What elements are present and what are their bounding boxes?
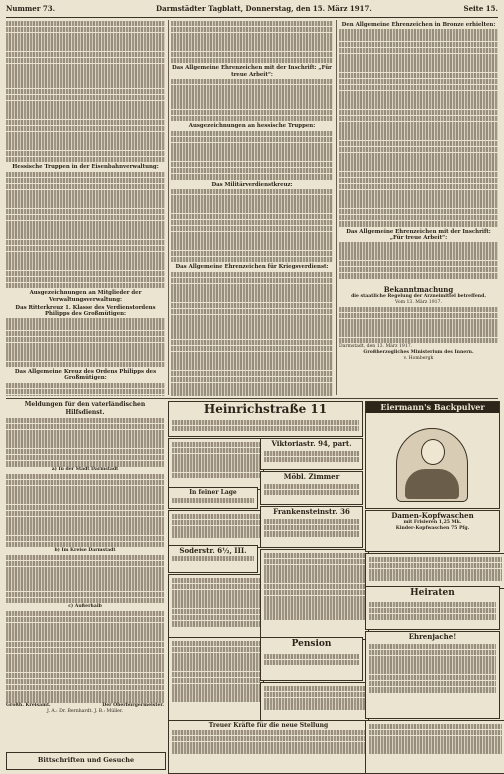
face-icon xyxy=(421,439,445,465)
ad-title: Möbl. Zimmer xyxy=(283,472,340,481)
section-heading: Das Ritterkreuz 1. Klasse des Verdienstordens Philipps des Großmütigen: xyxy=(15,304,156,318)
ad-title: Soderstr. 6½, III. xyxy=(179,546,247,555)
section-rule xyxy=(6,398,498,399)
ad-frankensteinstrasse xyxy=(260,506,363,548)
signature-right: Der Oberbürgermeister. xyxy=(102,703,164,709)
ad-small xyxy=(168,574,264,640)
section-heading: Ausgezeichnungen an Mitglieder der Verwaltungsverwaltung: xyxy=(29,290,142,303)
petitions-ad-text: Bittschriften und Gesuche xyxy=(37,756,135,764)
section-heading: Das Militärverdienstkreuz: xyxy=(211,181,293,188)
petitions-ad xyxy=(6,752,166,770)
woman-illustration xyxy=(396,428,468,502)
ad-wide-title: Treuer Kräfte für die neue Stellung xyxy=(208,722,329,729)
notice-place-date: Darmstadt, den 13. März 1917. xyxy=(339,343,413,349)
column-2 xyxy=(171,20,333,396)
ad-title: Viktoriastr. 94, part. xyxy=(271,439,352,448)
ehrensache-title: Ehrenjache! xyxy=(408,632,457,641)
notice-date: Vom 13. März 1917. xyxy=(395,300,442,305)
ad-heiraten xyxy=(365,586,500,630)
section-heading: Das Allgemeine Kreuz des Ordens Philipps des Großmütigen: xyxy=(14,369,157,382)
notice-office: Großherzogliches Ministerium des Innern. xyxy=(363,349,474,355)
notice-title: Bekanntmachung xyxy=(383,285,454,294)
section-heading: Das Allgemeine Ehrenzeichen mit der Inschrift: „Für treue Arbeit“: xyxy=(346,228,491,241)
ad-small xyxy=(168,438,264,490)
signature-left: Großh. Kreisamt. xyxy=(6,703,51,709)
hilfsdienst-notice xyxy=(6,401,164,749)
page-header xyxy=(6,4,498,16)
notice-subtitle: die staatliche Regelung der Arzneimittel betreffend. xyxy=(351,294,486,299)
heiraten-title: Heiraten xyxy=(410,588,455,598)
subheading: b) Im Kreise Darmstadt xyxy=(54,547,116,553)
ad-heinrichstrasse xyxy=(168,401,363,437)
ad-feine-lage xyxy=(168,487,258,509)
ad-soderstrasse xyxy=(168,545,258,573)
paper-title: Darmstädter Tagblatt, Donnerstag, den 15. März 1917. xyxy=(156,4,372,13)
column-1 xyxy=(6,20,165,396)
kopfwaschen-title: Damen-Kopfwaschen xyxy=(391,511,474,520)
page-number: Seite 15. xyxy=(463,4,498,13)
section-heading: Hessische Truppen in der Eisenbahnverwaltung: xyxy=(12,164,159,171)
ad-ehrensache xyxy=(365,631,500,719)
ad-small xyxy=(260,682,369,723)
ad-small xyxy=(168,637,264,723)
section-heading: Den Allgemeine Ehrenzeichen in Bronze erhielten: xyxy=(341,22,496,28)
ad-viktoriastrasse xyxy=(260,438,363,470)
ad-pension xyxy=(260,637,363,681)
kopfwaschen-children: Kinder-Kopfwaschen 75 Pfg. xyxy=(395,526,470,531)
header-rule xyxy=(6,17,498,18)
ad-small xyxy=(260,549,369,640)
kopfwaschen-price: mit Frisieren 1,25 Mk. xyxy=(403,520,462,525)
column-divider xyxy=(336,20,337,395)
hilfsdienst-title: Meldungen für den vaterländischen Hilfsdienst. xyxy=(24,401,146,416)
backpulver-brand: Eiermann's Backpulver xyxy=(366,402,499,413)
subheading: c) Außerhalb xyxy=(68,604,102,610)
section-heading: Das Allgemeine Ehrenzeichen für Kriegsverdienst: xyxy=(175,264,329,271)
signature-names: J. A.: Dr. Bernhardt. J. B.: Müller. xyxy=(46,709,124,715)
official-notice xyxy=(339,285,498,395)
ad-wide xyxy=(168,720,369,774)
ad-title: In feiner Lage xyxy=(189,489,237,496)
issue-number: Nummer 73. xyxy=(6,4,56,13)
ad-kopfwaschen xyxy=(365,510,500,552)
dress-icon xyxy=(405,469,459,499)
ad-moebl-zimmer xyxy=(260,471,363,505)
subheading: a) In der Stadt Darmstadt xyxy=(51,467,119,473)
ad-small xyxy=(365,553,504,589)
ad-title: Pension xyxy=(291,639,332,649)
section-heading: Ausgezeichnungen an hessische Truppen: xyxy=(188,123,316,130)
ad-small xyxy=(365,720,504,774)
column-divider xyxy=(168,20,169,395)
ad-small xyxy=(168,510,264,548)
ad-title: Frankensteinstr. 36 xyxy=(273,507,350,516)
notice-signatory: v. Hombergk xyxy=(403,355,434,361)
ad-backpulver xyxy=(365,401,500,509)
column-3 xyxy=(339,20,498,282)
ad-title: Heinrichstraße 11 xyxy=(203,402,328,416)
section-heading: Das Allgemeine Ehrenzeichen mit der Inschrift: „Für treue Arbeit“: xyxy=(171,65,332,78)
